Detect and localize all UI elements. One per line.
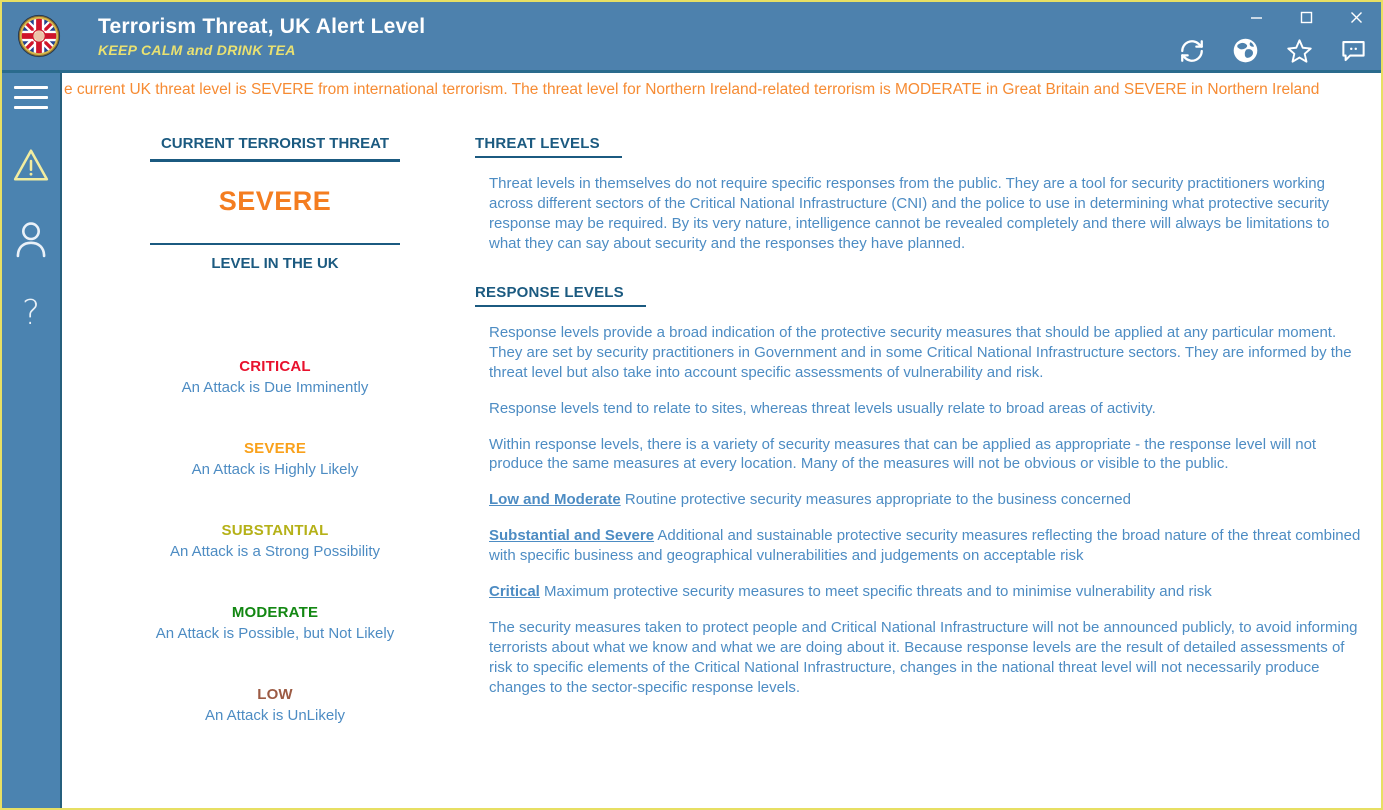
- response-item-label: Substantial and Severe: [489, 527, 655, 545]
- threat-panel-header: CURRENT TERRORIST THREAT: [160, 135, 390, 152]
- refresh-icon[interactable]: [1178, 37, 1205, 64]
- response-item-substantial-severe: [489, 526, 1361, 566]
- level-name: LOW: [257, 686, 293, 703]
- level-name: SUBSTANTIAL: [221, 522, 329, 539]
- response-levels-heading: RESPONSE LEVELS: [475, 284, 646, 307]
- level-name: MODERATE: [231, 604, 319, 621]
- content-area: [62, 73, 1381, 808]
- maximize-icon[interactable]: [1299, 10, 1313, 24]
- app-body: [2, 73, 1381, 808]
- response-item-critical: [489, 582, 1361, 602]
- current-threat-panel: [62, 109, 402, 808]
- page-subtitle: KEEP CALM and DRINK TEA: [98, 41, 296, 58]
- window-controls: [1249, 10, 1363, 24]
- level-name: CRITICAL: [239, 358, 311, 375]
- alert-triangle-icon[interactable]: [11, 145, 51, 185]
- response-closing-paragraph: The security measures taken to protect people and Critical National Infrastructure will not be announced publicly, to avoid informing terrorists about what we know and what we are doing about it. Because response levels are the result of detailed assessments of risk to specific elements of the Critical National Infrastructure, changes in the national threat level will not necessarily produce changes to the sector-specific response levels.: [489, 619, 1358, 696]
- close-icon[interactable]: [1349, 10, 1363, 24]
- response-item-text: Maximum protective security measures to meet specific threats and to minimise vulnerability and risk: [539, 583, 1212, 601]
- divider-top: [150, 159, 400, 162]
- uk-emblem-logo: [16, 13, 62, 59]
- response-paragraph-3: Within response levels, there is a variety of security measures that can be applied as appropriate - the response level will not produce the same measures at every location. Many of the measures will not be obvious or visible to the public.: [489, 435, 1317, 473]
- threat-levels-heading: THREAT LEVELS: [475, 135, 622, 158]
- sidebar: [2, 73, 62, 808]
- threat-panel-footer: LEVEL IN THE UK: [211, 255, 339, 272]
- response-levels-section: [475, 284, 1361, 698]
- response-item-text: Routine protective security measures appropriate to the business concerned: [620, 491, 1131, 509]
- comment-icon[interactable]: [1340, 37, 1367, 64]
- threat-ticker: e current UK threat level is SEVERE from international terrorism. The threat level for Northern Ireland-related terrorism is MODERATE in Great Britain and SEVERE in Northern Ireland: [64, 81, 1320, 98]
- divider-bottom: [150, 243, 400, 246]
- list-item: [150, 686, 400, 724]
- threat-levels-section: [475, 135, 1361, 254]
- current-threat-level: SEVERE: [218, 185, 332, 216]
- level-description: An Attack is UnLikely: [204, 707, 346, 724]
- level-name: SEVERE: [243, 440, 307, 457]
- minimize-icon[interactable]: [1249, 10, 1263, 24]
- globe-icon[interactable]: [1232, 37, 1259, 64]
- person-icon[interactable]: [11, 219, 51, 259]
- main-panels: [62, 109, 1381, 808]
- menu-icon[interactable]: [14, 86, 48, 109]
- list-item: [150, 440, 400, 478]
- question-icon[interactable]: ?: [21, 293, 41, 333]
- titlebar: [2, 2, 1381, 73]
- response-item-label: Critical: [489, 583, 540, 601]
- level-description: An Attack is Highly Likely: [191, 461, 359, 478]
- response-paragraph-1: Response levels provide a broad indication of the protective security measures that should be applied at any particular moment. They are set by security practitioners in Government and in some Critical National Infrastructure sectors. They are informed by the threat level but also take into account specific assessments of vulnerability and risk.: [489, 323, 1352, 381]
- page-title: Terrorism Threat, UK Alert Level: [98, 14, 426, 38]
- response-item-low-moderate: [489, 490, 1361, 510]
- response-item-text: Additional and sustainable protective security measures reflecting the broad nature of the threat combined with specific business and geographical vulnerabilities and judgements on acceptable risk: [489, 527, 1361, 565]
- level-description: An Attack is Possible, but Not Likely: [155, 625, 395, 642]
- list-item: [150, 522, 400, 560]
- level-description: An Attack is a Strong Possibility: [169, 543, 381, 560]
- star-icon[interactable]: [1286, 37, 1313, 64]
- info-panel: [402, 109, 1381, 808]
- threat-level-list: [150, 358, 400, 724]
- title-stack: [98, 15, 425, 58]
- list-item: [150, 358, 400, 396]
- threat-levels-paragraph: Threat levels in themselves do not require specific responses from the public. They are a tool for security practitioners working across different sectors of the Critical National Infrastructure (CNI) and the police to use in determining what protective security response may be required. By its very nature, intelligence cannot be revealed completely and there will always be limitations to what they can say about security and the responses they have planned.: [489, 175, 1330, 252]
- response-item-label: Low and Moderate: [489, 491, 621, 509]
- titlebar-icon-row: [1178, 37, 1367, 64]
- list-item: [150, 604, 400, 642]
- response-paragraph-2: Response levels tend to relate to sites, whereas threat levels usually relate to broad areas of activity.: [489, 399, 1156, 417]
- level-description: An Attack is Due Imminently: [181, 379, 369, 396]
